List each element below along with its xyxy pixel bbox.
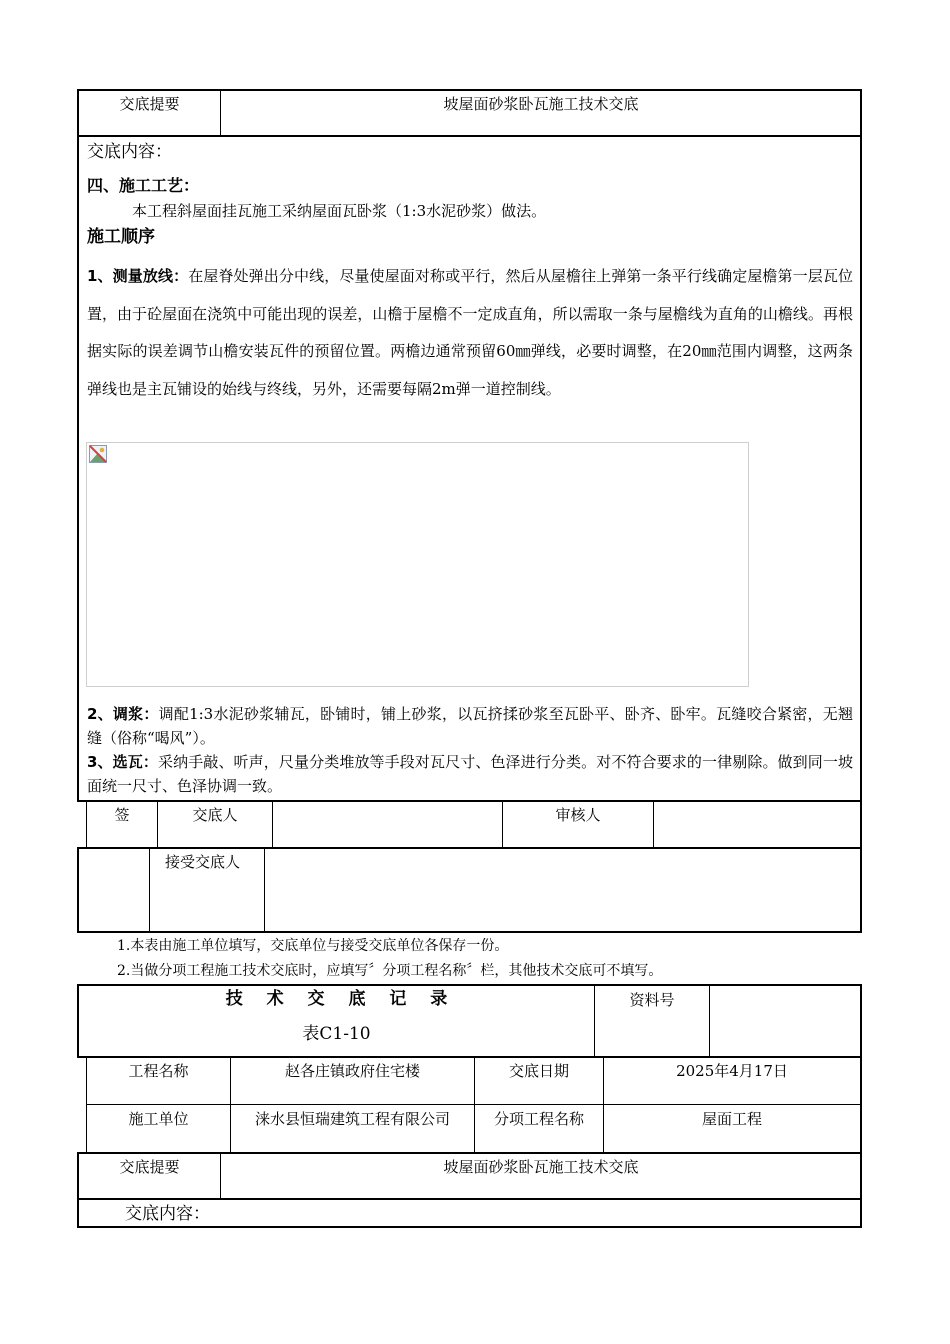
note-2: 2.当做分项工程施工技术交底时，应填写〞分项工程名称〞栏，其他技术交底可不填写。 bbox=[117, 963, 663, 979]
section-title-text: 四、施工工艺： bbox=[87, 176, 200, 195]
sig-divider-6 bbox=[264, 848, 265, 932]
step1-paragraph bbox=[87, 258, 853, 408]
section-title bbox=[87, 176, 199, 196]
reviewer-label: 审核人 bbox=[555, 806, 601, 824]
sub-project-label: 分项工程名称 bbox=[493, 1110, 584, 1128]
receiver-label: 接受交底人 bbox=[165, 853, 241, 871]
doc-no-label: 资料号 bbox=[629, 991, 675, 1009]
summary-value: 坡屋面砂浆卧瓦施工技术交底 bbox=[443, 95, 639, 113]
step2-paragraph bbox=[87, 702, 853, 750]
summary-label: 交底提要 bbox=[119, 95, 180, 113]
step1-title: 1、测量放线： bbox=[87, 267, 189, 285]
sign-label: 签 bbox=[114, 806, 130, 824]
step1-text: 在屋脊处弹出分中线，尽量使屋面对称或平行，然后从屋檐往上弹第一条平行线确定屋檐第一层瓦位置，由于砼屋面在浇筑中可能出现的误差，山檐于屋檐不一定成直角，所以需取一条与屋檐线为直角的山檐线。再根据实际的误差调节山檐安装瓦件的预留位置。两檐边通常预留60㎜弹线，必要时调整，在20㎜范围内调整，这两条弹线也是主瓦铺设的始线与终线，另外，还需要每隔2m弹一道控制线。 bbox=[87, 267, 853, 398]
note-1: 1.本表由施工单位填写，交底单位与接受交底单位各保存一份。 bbox=[117, 938, 509, 954]
date-value: 2025年4月17日 bbox=[676, 1062, 788, 1080]
broken-image-icon bbox=[89, 445, 107, 463]
unit-label: 施工单位 bbox=[128, 1110, 189, 1128]
sig-divider-2 bbox=[272, 800, 273, 848]
image-placeholder bbox=[86, 442, 749, 687]
step3-text: 采纳手敲、听声，尺量分类堆放等手段对瓦尺寸、色泽进行分类。对不符合要求的一律剔除。做到同一坡面统一尺寸、色泽协调一致。 bbox=[87, 753, 853, 795]
form-number: 表C1-10 bbox=[302, 1024, 371, 1044]
step2-text: 调配1:3水泥砂浆辅瓦，卧铺时，铺上砂浆，以瓦挤揉砂浆至瓦卧平、卧齐、卧牢。瓦缝咬合紧密，无翘缝（俗称“喝风”）。 bbox=[87, 705, 853, 747]
order-title-text: 施工顺序 bbox=[87, 227, 155, 247]
record-divider-2 bbox=[709, 985, 710, 1057]
record-content-label: 交底内容： bbox=[125, 1204, 210, 1224]
record-title: 技 术 交 底 记 录 bbox=[225, 989, 448, 1009]
project-name-value: 赵各庄镇政府住宅楼 bbox=[284, 1062, 420, 1080]
sig-divider-5 bbox=[149, 848, 150, 932]
intro-text: 本工程斜屋面挂瓦施工采纳屋面瓦卧浆（1:3水泥砂浆）做法。 bbox=[132, 202, 547, 220]
sig-divider-4 bbox=[653, 800, 654, 848]
record-summary-value: 坡屋面砂浆卧瓦施工技术交底 bbox=[443, 1158, 639, 1176]
date-label: 交底日期 bbox=[508, 1062, 569, 1080]
step2-title: 2、调浆： bbox=[87, 705, 159, 723]
sub-project-value: 屋面工程 bbox=[701, 1110, 762, 1128]
order-title bbox=[87, 226, 155, 248]
step3-title: 3、选瓦： bbox=[87, 753, 158, 771]
step3-paragraph bbox=[87, 750, 853, 798]
discloser-label: 交底人 bbox=[192, 806, 238, 824]
content-label: 交底内容： bbox=[87, 142, 172, 162]
unit-value: 涞水县恒瑞建筑工程有限公司 bbox=[254, 1110, 450, 1128]
project-name-label: 工程名称 bbox=[128, 1062, 189, 1080]
record-summary-label: 交底提要 bbox=[119, 1158, 180, 1176]
